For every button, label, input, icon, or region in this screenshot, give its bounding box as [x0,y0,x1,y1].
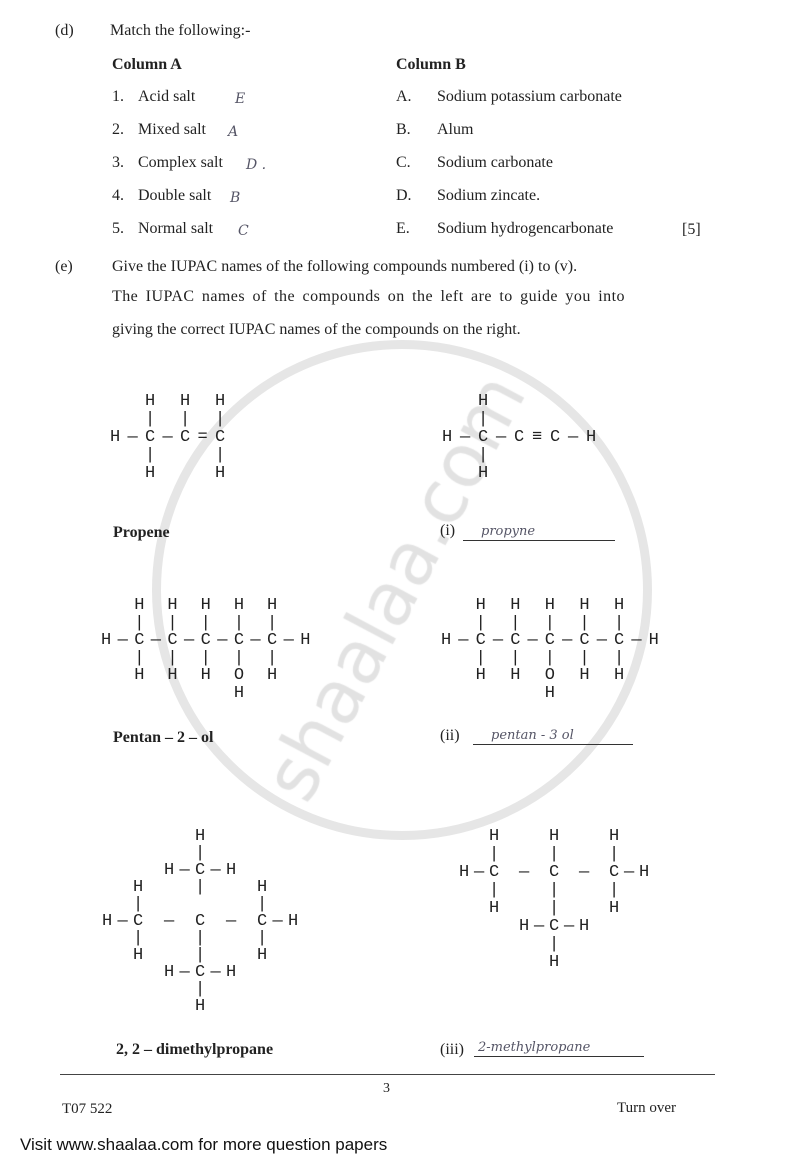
paper-code: T07 522 [62,1101,113,1117]
structure-row: H | H [102,878,273,897]
site-note[interactable]: Visit www.shaalaa.com for more question papers [20,1135,388,1154]
structure-row: H | H [459,899,625,918]
pentan-3-ol-structure [441,597,666,702]
structure-row: | | [110,446,233,465]
structure-row: | [442,446,497,465]
structure-row: | | | | | [441,648,632,668]
structure-row: | [102,844,211,863]
structure-row: | [459,935,565,954]
handwritten-match-answer: C [238,223,249,239]
handwritten-match-answer: E [235,91,246,107]
structure-row: H—C—C≡C—H [442,428,605,447]
column-b-letter: E. [396,220,410,237]
structure-row: | | [102,895,273,914]
part-e-label: (e) [55,258,73,275]
column-b-item: Sodium potassium carbonate [437,88,622,105]
column-a-number: 3. [112,154,124,171]
answer-ii-handwriting: pentan - 3 ol [491,728,574,743]
structure-row: | | | [102,929,273,948]
structure-row: H—C — C — C—H [459,863,655,882]
propene-structure [110,393,233,483]
column-a-item: Acid salt [138,88,196,105]
part-e-line-1: Give the IUPAC names of the following compounds numbered (i) to (v). [112,258,578,275]
column-b-item: Sodium zincate. [437,187,541,204]
structure-row: | [442,410,497,429]
question-i-label: (i) [440,522,456,539]
part-e-line-2: The IUPAC names of the compounds on the left are to guide you into [112,288,625,305]
methylpropane-structure [459,828,654,972]
answer-i-line[interactable] [463,522,615,541]
marks: [5] [682,221,701,238]
structure-row: H H H H H [441,596,632,615]
structure-row: H | H [102,946,273,965]
structure-row: H [102,997,211,1016]
answer-iii-line[interactable] [474,1038,644,1057]
structure-row: | [102,980,211,999]
structure-row: H—C—C—C—C—C—H [101,631,317,650]
column-a-number: 1. [112,88,124,105]
answer-ii-line[interactable] [473,726,633,745]
column-a-number: 2. [112,121,124,138]
column-a-item: Complex salt [138,154,223,171]
column-b-item: Sodium carbonate [437,154,553,171]
propyne-structure [442,393,604,483]
structure-row: H [101,683,251,703]
column-a-number: 5. [112,220,124,237]
part-e-line-3: giving the correct IUPAC names of the compounds on the right. [112,321,521,338]
structure-row: H [442,464,497,483]
structure-row: | | | | | [101,613,284,633]
column-b-letter: A. [396,88,412,105]
propene-label: Propene [113,524,170,541]
page-number: 3 [383,1081,390,1096]
structure-row: H—C—C—C—C—C—H [441,631,666,650]
structure-row: H—C—H [459,917,595,936]
column-b-letter: C. [396,154,411,171]
structure-row: H [102,827,211,846]
handwritten-match-answer: D . [246,157,267,173]
column-b-header: Column B [396,56,466,73]
structure-row: H H H O H [101,666,284,685]
handwritten-match-answer: A [228,124,239,140]
structure-row: H [441,683,563,703]
column-a-item: Normal salt [138,220,214,237]
structure-row: H—C—H [102,963,242,982]
column-b-letter: D. [396,187,412,204]
pentan-2-ol-structure [101,597,317,702]
column-a-number: 4. [112,187,124,204]
part-d-label: (d) [55,22,74,39]
structure-row: H—C — C — C—H [102,912,304,931]
structure-row: H H [110,464,233,483]
structure-row: H H H [459,827,625,846]
column-b-item: Sodium hydrogencarbonate [437,220,614,237]
structure-row: H H H H H [101,596,284,615]
dimethylpropane-label: 2, 2 – dimethylpropane [116,1041,274,1058]
answer-iii-handwriting: 2-methylpropane [478,1040,591,1055]
answer-i-handwriting: propyne [481,524,536,539]
column-a-item: Mixed salt [138,121,206,138]
structure-row: H [459,953,565,972]
structure-row: | | | | | [441,613,632,633]
pentan-2-ol-label: Pentan – 2 – ol [113,729,214,746]
column-b-letter: B. [396,121,411,138]
structure-row: | | | [459,845,625,864]
question-ii-label: (ii) [440,727,460,744]
structure-row: H—C—C=C [110,428,233,447]
turn-over: Turn over [617,1100,677,1116]
column-a-item: Double salt [138,187,212,204]
dimethylpropane-structure [102,828,304,1015]
question-iii-label: (iii) [440,1041,464,1058]
structure-row: | | | | | [101,648,284,668]
structure-row: | | | [459,881,625,900]
column-b-item: Alum [437,121,474,138]
part-d-instruction: Match the following:- [110,22,251,39]
structure-row: | | | [110,410,233,429]
structure-row: H—C—H [102,861,242,880]
handwritten-match-answer: B [230,190,241,206]
structure-row: H H H [110,392,233,411]
structure-row: H H O H H [441,666,632,685]
column-a-header: Column A [112,56,182,73]
structure-row: H [442,392,497,411]
footer-rule [60,1074,715,1075]
